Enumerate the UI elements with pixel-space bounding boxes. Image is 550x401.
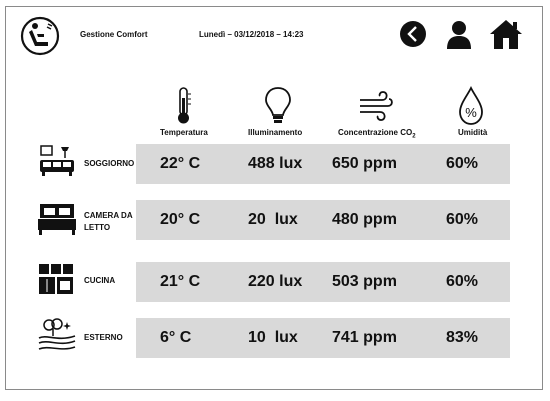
header-co2-label: Concentrazione CO xyxy=(338,128,413,137)
temperature-value: 20° C xyxy=(160,211,201,228)
room-label: CUCINA xyxy=(84,276,116,285)
home-button[interactable] xyxy=(488,18,524,50)
thermometer-icon xyxy=(174,86,194,126)
header-co2-subscript: 2 xyxy=(412,133,416,140)
user-button[interactable] xyxy=(444,18,474,50)
outdoor-icon xyxy=(37,318,77,352)
temperature-value: 6° C xyxy=(160,329,192,346)
co2-value: 650 ppm xyxy=(332,155,397,172)
room-row xyxy=(136,200,510,240)
date-time: Lunedì – 03/12/2018 – 14:23 xyxy=(199,30,304,39)
room-label: SOGGIORNO xyxy=(84,159,135,168)
humidity-value: 60% xyxy=(446,211,479,228)
room-row xyxy=(136,144,510,184)
co2-value: 480 ppm xyxy=(332,211,397,228)
header-umidita: Umidità xyxy=(458,128,488,137)
illuminance-value: 488 lux xyxy=(248,155,303,172)
sofa-icon xyxy=(37,144,77,178)
illuminance-value: 220 lux xyxy=(248,273,303,290)
co2-value: 503 ppm xyxy=(332,273,397,290)
temperature-value: 21° C xyxy=(160,273,201,290)
header-co2 xyxy=(338,128,416,140)
humidity-value: 83% xyxy=(446,329,479,346)
header-temperatura: Temperatura xyxy=(160,128,208,137)
humidity-drop-icon xyxy=(458,86,484,126)
room-label: ESTERNO xyxy=(84,333,123,342)
back-arrow-icon xyxy=(398,18,428,50)
lightbulb-icon xyxy=(264,86,292,126)
comfort-chair-logo-icon xyxy=(20,16,60,56)
svg-text:%: % xyxy=(465,105,477,120)
room-row xyxy=(136,318,510,358)
room-row xyxy=(136,262,510,302)
humidity-value: 60% xyxy=(446,273,479,290)
back-button[interactable] xyxy=(398,18,428,50)
room-label-line2: LETTO xyxy=(84,223,111,232)
bed-icon xyxy=(37,202,77,236)
temperature-value: 22° C xyxy=(160,155,201,172)
user-icon xyxy=(444,18,474,50)
humidity-value: 60% xyxy=(446,155,479,172)
room-label-line1: CAMERA DA xyxy=(84,211,133,220)
room-label xyxy=(84,210,133,234)
header-illuminamento: Illuminamento xyxy=(248,128,303,137)
illuminance-value: 10 lux xyxy=(248,329,298,346)
kitchen-icon xyxy=(37,262,77,296)
app-title: Gestione Comfort xyxy=(80,30,148,39)
co2-value: 741 ppm xyxy=(332,329,397,346)
illuminance-value: 20 lux xyxy=(248,211,298,228)
home-icon xyxy=(488,18,524,50)
wind-icon xyxy=(358,86,394,126)
